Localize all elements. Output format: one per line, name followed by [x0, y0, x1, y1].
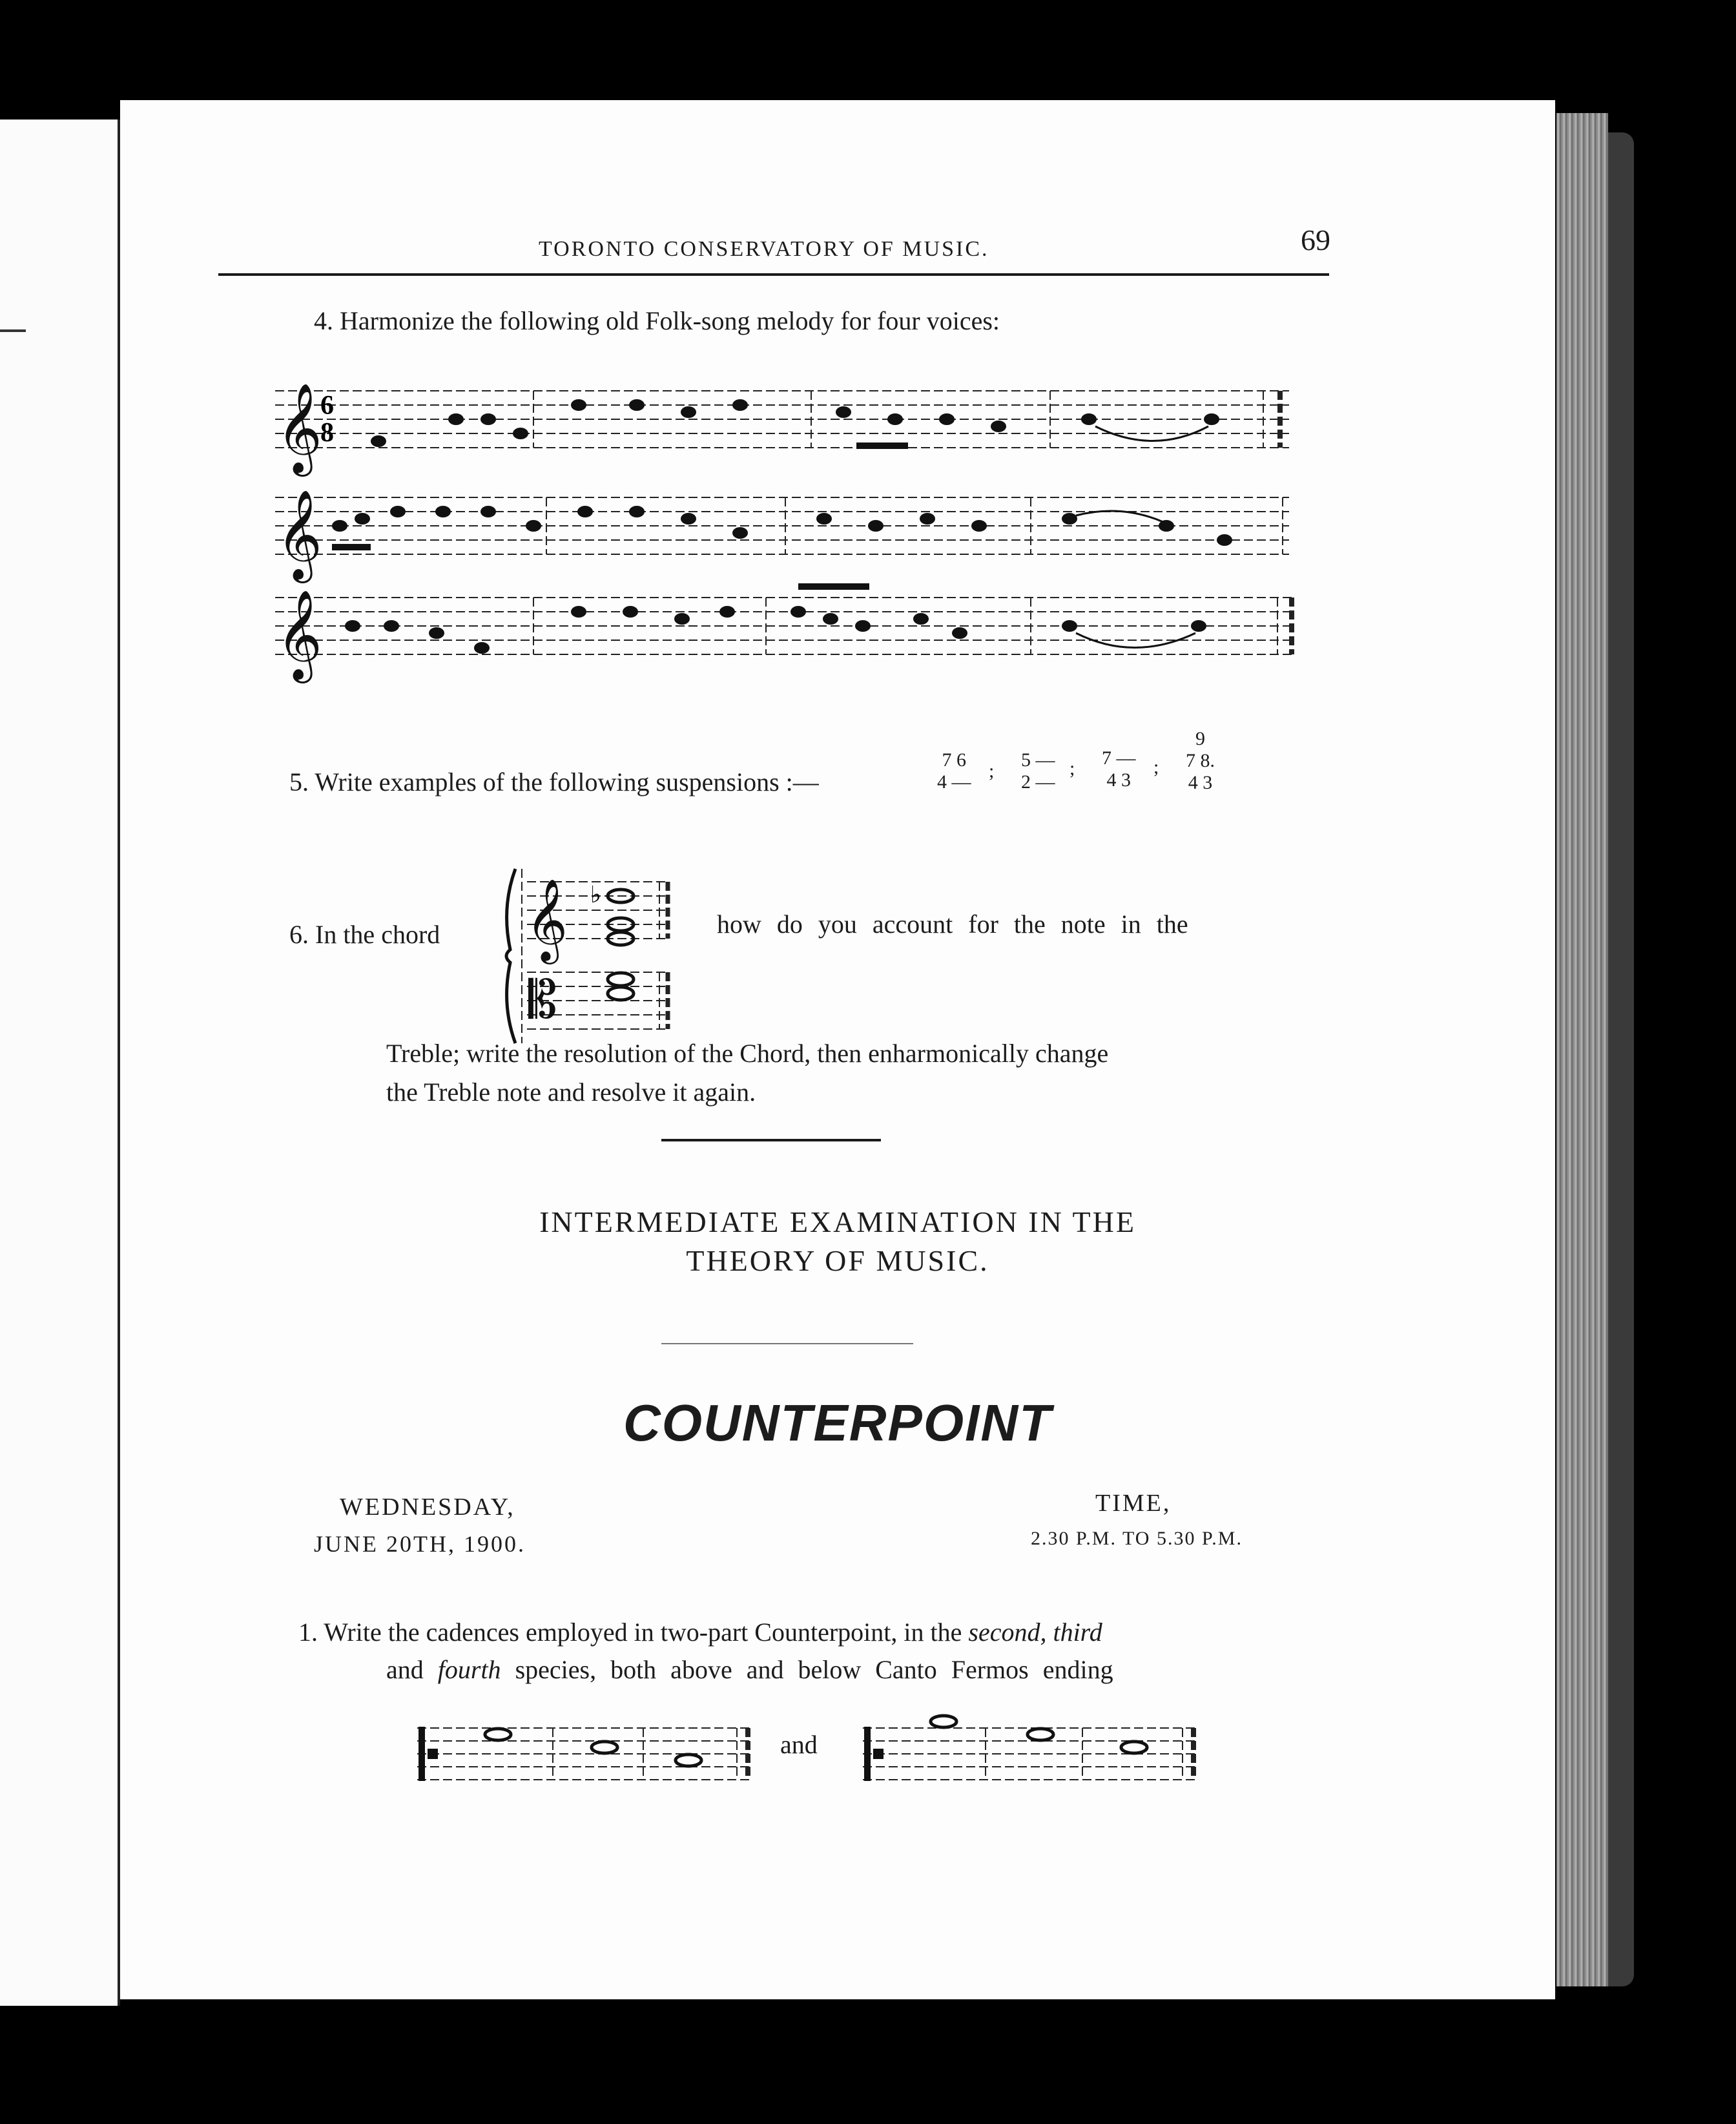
exam-time-value: 2.30 P.M. TO 5.30 P.M. [1031, 1528, 1243, 1549]
exam-day: WEDNESDAY, [340, 1494, 515, 1521]
counterpoint-question-1-line-1: 1. Write the cadences employed in two-part Counterpoint, in the second, third [298, 1618, 1102, 1647]
question-5-text: Write examples of the following suspensions :— [315, 767, 819, 796]
question-6-text-line-2: Treble; write the resolution of the Chord, then enharmonically change [386, 1039, 1109, 1068]
section-divider [661, 1139, 881, 1141]
counterpoint-question-1-number: 1. [298, 1618, 318, 1647]
c-clef-icon: 𝄡 [528, 970, 557, 1030]
melody-staff-1 [275, 365, 1412, 481]
counterpoint-question-1-line-2: and fourth species, both above and below Canto Fermos ending [386, 1655, 1113, 1684]
suspension-figure-4: 9 7 8. 4 3 [1186, 728, 1215, 793]
time-signature-top: 6 [320, 391, 334, 421]
question-4 [314, 306, 1000, 336]
question-6-text-line-3: the Treble note and resolve it again. [386, 1078, 756, 1107]
staff-1-notes [371, 399, 1219, 449]
page-stack-edge [1556, 113, 1608, 1986]
question-6-intro: 6. In the chord [289, 920, 440, 949]
header-rule [218, 273, 1329, 276]
subject-title: COUNTERPOINT [623, 1394, 1052, 1452]
melody-staff-3 [275, 572, 1412, 688]
question-5 [289, 767, 819, 797]
canto-fermo-staff-2 [856, 1709, 1218, 1799]
question-6-text-line-1: how do you account for the note in the [717, 910, 1188, 939]
chord-grand-staff [501, 862, 695, 1050]
figure-separator: ; [1153, 756, 1159, 778]
question-4-text: Harmonize the following old Folk-song melody for four voices: [340, 306, 1000, 335]
left-page-mark [0, 329, 26, 332]
treble-clef-icon: 𝄞 [276, 590, 322, 680]
treble-clef-icon: 𝄞 [276, 490, 322, 579]
suspension-figure-3: 7 — 4 3 [1102, 747, 1136, 791]
svg-text:♭: ♭ [590, 882, 601, 908]
staff-2-notes [332, 506, 1232, 550]
section-heading-line-1: INTERMEDIATE EXAMINATION IN THE [539, 1205, 1136, 1238]
figure-separator: ; [1070, 758, 1075, 779]
exam-date: JUNE 20TH, 1900. [314, 1531, 526, 1557]
question-4-number: 4. [314, 306, 333, 335]
canto-fermo-staff-1 [411, 1709, 772, 1799]
suspension-figure-1: 7 6 4 — [937, 749, 971, 793]
section-divider [661, 1343, 913, 1344]
and-label: and [780, 1730, 818, 1759]
staff-3-notes [345, 583, 1206, 654]
page-number: 69 [1301, 224, 1330, 256]
treble-clef-icon: 𝄞 [526, 878, 568, 961]
left-page-margin [0, 120, 120, 2006]
treble-clef-icon: 𝄞 [276, 383, 322, 473]
suspension-figure-2: 5 — 2 — [1021, 749, 1055, 793]
section-heading-line-2: THEORY OF MUSIC. [686, 1244, 989, 1277]
time-signature-bottom: 8 [320, 418, 334, 448]
question-5-number: 5. [289, 767, 309, 796]
figure-separator: ; [989, 760, 995, 782]
exam-time-label: TIME, [1095, 1490, 1172, 1517]
melody-staff-2 [275, 472, 1412, 588]
question-6-number: 6. [289, 920, 309, 949]
running-header: TORONTO CONSERVATORY OF MUSIC. [539, 237, 989, 261]
book-page [120, 100, 1555, 1999]
